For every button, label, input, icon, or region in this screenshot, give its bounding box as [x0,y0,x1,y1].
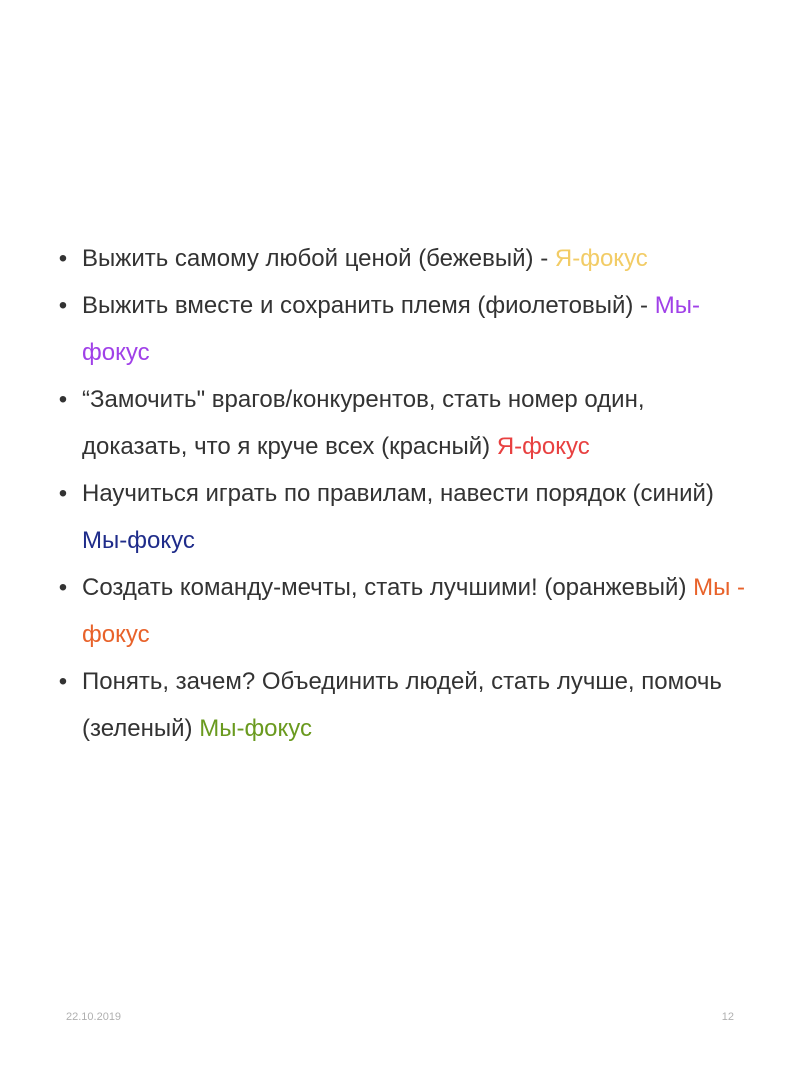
item-text: Создать команду-мечты, стать лучшими! (оранжевый) [82,574,694,601]
focus-label: Я-фокус [554,245,648,272]
list-item [56,235,746,282]
focus-label: Мы-фокус [199,715,313,742]
list-item [56,376,746,470]
list-item [56,470,746,564]
bullet-icon: • [58,668,68,695]
list-item [56,564,746,658]
item-text: Научиться играть по правилам, навести порядок (синий) [82,480,714,507]
bullet-icon: • [58,480,68,507]
bullet-icon: • [58,574,68,601]
footer-date: 22.10.2019 [66,1011,122,1023]
bullet-icon: • [58,386,68,413]
focus-label: Мы-фокус [82,527,195,554]
item-text: Выжить самому любой ценой (бежевый) - [82,245,555,272]
bullet-icon: • [58,292,68,319]
page-number: 12 [721,1011,734,1023]
focus-label: Я-фокус [496,433,590,460]
focus-label: Мы - фокус [82,574,746,648]
item-text: “Замочить" врагов/конкурентов, стать номер один, доказать, что я круче всех (красный) [82,386,645,460]
item-text: Понять, зачем? Объединить людей, стать лучше, помочь (зеленый) [82,668,722,742]
bullet-icon: • [58,245,68,272]
bullet-list [56,235,746,752]
item-text: Выжить вместе и сохранить племя (фиолетовый) - [82,292,655,319]
focus-label: Мы-фокус [82,292,700,366]
list-item [56,658,746,752]
list-item [56,282,746,376]
